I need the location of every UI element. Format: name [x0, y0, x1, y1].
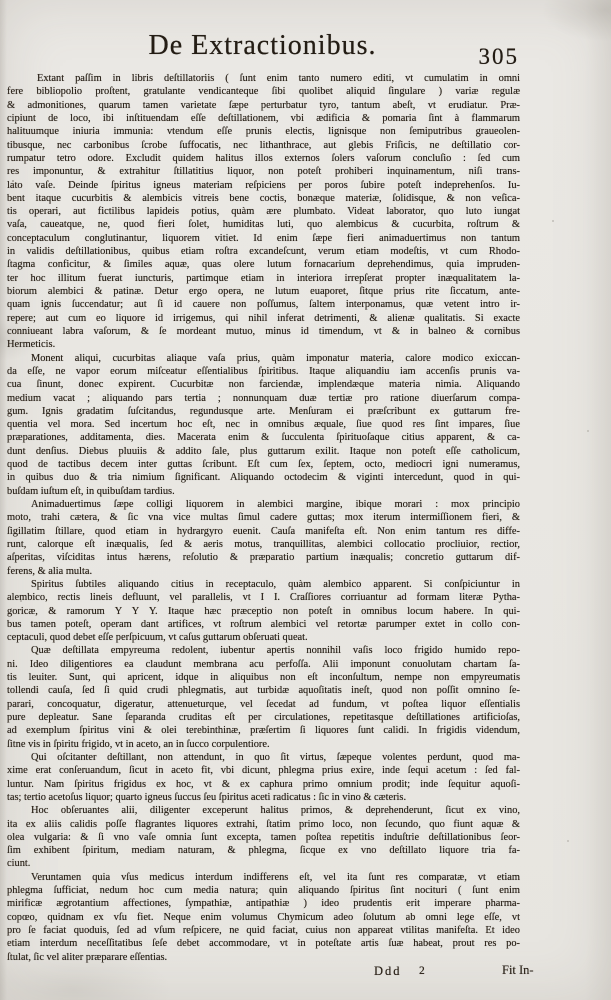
text-line: ceptaculi, quod debet eſſe perſpicuum, vt caſus guttarum obſeruati queat.: [7, 632, 308, 644]
text-line: etiam interdum neceſſitatibus ſeſe debet accommodare, vt in poteſtate artis ſuæ habeat, prout res po-: [7, 938, 520, 950]
text-line: conceptaculum conglutinantur, liquorem vitiet. Id enim ſæpe fieri animaduertimus non tantum: [7, 232, 520, 244]
text-line: quod de tactibus decem inter guttas ſcribunt. Eſt cum ſex, ſeptem, octo, mediocri igni numeramus,: [7, 459, 520, 471]
text-block: [7, 72, 520, 964]
text-line: repere; aut cum eo liquore id irrigemus, qui nihil inferat detrimenti, & alienæ qualitatis. Si exacte: [7, 312, 520, 324]
text-line: buſdam iuſtum eſt, in quibuſdam tardius.: [7, 485, 175, 497]
text-line: Spiritus ſubtiles aliquando citius in receptaculo, quàm alembico apparent. Si conſpiciuntur in: [31, 578, 520, 590]
text-line: ni. Ideo diligentiores ea claudunt membrana acu perfoſſa. Alii imponunt conuolutam chartam ſa-: [7, 658, 520, 670]
text-line: copœo, quidnam ex vſu fiet. Neque enim volumus Chymicum adeo ſolutum ab omni lege eſſe, vt: [7, 911, 520, 923]
text-line: tis operari, aut fictilibus lapideis potius, quàm ære plumbato. Videat laborator, quo luto iungat: [7, 206, 520, 218]
text-line: Hoc obſeruantes alii, diligenter exceperunt halitus primos, & deprehenderunt, ſicut ex vino,: [31, 805, 520, 817]
text-line: ſtagma conficitur, & ſimiles aquæ, quas olere lutum fornacarium deprehendimus, quia impruden-: [7, 259, 520, 271]
text-line: Monent aliqui, cucurbitas aliaque vaſa prius, quàm imponatur materia, calore modico exiccan-: [31, 352, 520, 364]
text-line: xime erat conſeruandum, ſicut in aceto fit, vbi dicunt, phlegma prius exire, inde ſequi acetum : ſed fal-: [7, 765, 520, 777]
text-line: tas; tertio acetoſus liquor; quarto igneus ſuccus ſeu ſpiritus aceti radicatus : ſic in vino & cæteris.: [7, 791, 407, 803]
text-line: cua ſinunt, donec expirent. Cucurbitæ non farciendæ, implendæque materia nimia. Aliquando: [7, 379, 520, 391]
text-line: præparationes, additamenta, dies. Macerata enim & ſucculenta ſpirituoſaque citius apparent, & ca-: [7, 432, 520, 444]
text-line: Animaduertimus ſæpe colligi liquorem in alembici margine, ibique morari : mox principio: [31, 499, 520, 510]
text-line: cipiunt de loco, ibi inſtituendam eſſe deſtillationem, vbi ædificia & pomaria ſint à flammarum: [7, 112, 520, 124]
text-line: quam ignis ſuccendatur; aut ſi id cauere non poſſumus, ſaltem interponamus, quæ vetent intro ir-: [7, 299, 520, 311]
text-line: Hermeticis.: [7, 339, 56, 351]
text-line: da eſſe, ne vapor eorum miſceatur eſſentialibus ſpiritibus. Itaque aliquandiu iam accenſis prunis va-: [7, 365, 520, 377]
text-line: ciunt.: [7, 858, 31, 870]
page-number: 305: [478, 44, 519, 69]
text-line: biorum alembici & patinæ. Detur ergo opera, ne lutum euaporet, ſitque prius rite ſiccatum, ante-: [7, 286, 520, 297]
text-line: lato vaſe. Deinde ſpiritus igneus materiam reſpiciens per poros ſubire poteſt indeprehenſos. Iu-: [7, 179, 520, 191]
text-line: tollendi cauſa, ſed ſi quid crudi phlegmatis, aut turbidæ aquoſitatis ineſt, quod non poſſit omnino ſe-: [7, 685, 520, 697]
text-line: bus tamen poteſt, operam dant artifices, vt roſtrum alembici vel retortæ parumper extet in collo con-: [7, 618, 520, 630]
text-line: Veruntamen quia vſus medicus interdum indifferens eſt, vel ita ſunt res comparatæ, vt etiam: [31, 871, 520, 883]
text-line: moto, trahi cætera, & ſic vna vice multas ſimul cadere guttas; mox iterum intermiſſionem fieri, &: [7, 512, 520, 524]
text-line: phlegma ſufficiat, nedum hoc cum media natura; quin aliquando ſpiritus ſint nocituri ( ſunt enim: [7, 885, 520, 897]
text-line: quentia vel mora. Sed incertum hoc eſt, nec in omnibus æquale, ſiue quod res ſint impares, ſiue: [7, 419, 520, 431]
text-line: alembico, rectis lineis defluunt, vel parallelis, vt I I. Craſſiores corriuantur ad formam literæ Pytha-: [7, 592, 520, 604]
text-line: Quæ deſtillata empyreuma redolent, iubentur apertis nonnihil vaſis loco frigido humido repo-: [31, 645, 520, 657]
page-footer: [0, 964, 611, 984]
text-line: medium vacat ; aliquando pars tertia ; nonnunquam duæ tertiæ pro ratione diuerſarum compa-: [7, 392, 520, 404]
text-line: res imponuntur, & extrahitur ſtillatitius liquor, non poteſt prohiberi inquinamentum, niſi trans-: [7, 166, 520, 178]
text-line: ter hoc illitum fuerat iuncturis, partimque etiam in interiora irrepſerat propter inæqualitatem la-: [7, 272, 520, 284]
text-line: mirificæ ægrotantium affectiones, ſympathiæ, antipathiæ ) ideo prudentis erit imperare pharma-: [7, 898, 520, 910]
text-line: & admonitiones, quarum tamen varietate ſæpe perturbatur tyro, tantum abeſt, vt erudiatur. Præ-: [7, 99, 520, 111]
text-line: ſim exhibent ſpiritum, mediam naturam, & phlegma, ſicque ex vno deſtillato liquore tria fa-: [7, 845, 520, 857]
text-line: goricæ, & ramorum Y Y Y. Itaque hæc præceptio non poteſt in omnibus locum habere. In qui-: [7, 605, 520, 617]
text-line: in quibus duo & tria nimium ſignificant. Aliquando octodecim & viginti intercedunt, quod in qui-: [7, 472, 520, 484]
text-line: in validis deſtillationibus, quibus etiam roſtra excandeſcunt, verum etiam modeſtis, vt cum Rhodo-: [7, 246, 520, 258]
text-line: ferens, & alia multa.: [7, 565, 93, 577]
text-line: ita ex aliis calidis poſſe flagrantes liquores extrahi, ſtatim primo loco, non ſecundo, quo fiunt aquæ &: [7, 818, 520, 830]
text-line: pro ſe faciat quoduis, ſed ad vſum reſpicere, ne quid faciat, cuius non appareat vtilitas manifeſta. Et ideo: [7, 925, 520, 936]
text-line: dunt denſius. Diebus pluuiis & addito ſale, plus guttarum exilit. Itaque non poteſt eſſe catholicum,: [7, 445, 520, 457]
text-line: gum. Ignis gradatim ſuſcitandus, regundusque arte. Menſuram ei præſcribunt ex guttarum fre-: [7, 405, 520, 417]
text-line: ſitne vis in ſpiritu frigido, vt in aceto, an in ſucco corpulentiore.: [7, 738, 270, 750]
text-line: bent itaque cucurbitis & alembicis vitreis bene coctis, bonæque materiæ, ſolidisque, & non veſica-: [7, 192, 520, 204]
text-line: halituumque iniuria immunia: vtendum eſſe prunis electis, lignisque non ſemiputribus graueolen-: [7, 126, 520, 138]
text-line: pure depleatur. Sane ſeparanda cruditas eſt per circulationes, repetitasque deſtillationes artificioſas,: [7, 712, 520, 723]
text-line: rumpatur tetro odore. Excludit quidem halitus illos externos ſolers vaſorum concluſio : ſed cum: [7, 152, 520, 164]
text-line: ſtulat, ſic vel aliter præparare eſſentias.: [7, 951, 168, 963]
text-line: tis leuiter. Sunt, qui apricent, idque in aliquibus non eſt inconſultum, nempe non empyreumatis: [7, 672, 520, 684]
text-line: fere bibliopolio proſtent, gratulante vendicanteque ſibi quolibet aliquid ſingulare ) variæ regulæ: [7, 86, 520, 98]
text-line: ad exemplum ſpiritus vini & olei terebinthinæ, præſertim ſi liquores ſunt calidi. In frigidis videndum,: [7, 725, 520, 737]
text-line: parari, concoquatur, digeratur, attenueturque, vel ſecedat ad fundum, vt poſtea liquor eſſentialis: [7, 698, 520, 710]
text-line: ſigillatim ſtillare, quod etiam in hydrargyro euenit. Cauſa manifeſta eſt. Non enim tantum res diffe-: [7, 525, 520, 537]
text-line: conniueant labra vaſorum, & ſe mordeant mutuo, minus id timendum, vt & in balneo & cornibus: [7, 325, 520, 337]
signature-mark: Ddd: [374, 964, 402, 978]
text-line: vaſa, caueatque, ne, quod fieri ſolet, humiditas luti, quo alembicus & cucurbita, roſtrum &: [7, 219, 520, 231]
catchword: Fit In-: [502, 963, 534, 977]
text-line: Extant paſſim in libris deſtillatoriis ( ſunt enim tanto numero editi, vt cumulatim in omni: [37, 73, 520, 84]
page-title: De Extractionibus.: [148, 30, 377, 61]
text-line: tibusque, nec carbonibus ſcrobe ſuffocatis, nec lithanthrace, aut glebis Friſicis, ne deſtillatio cor-: [7, 139, 520, 151]
signature-number: 2: [419, 965, 425, 977]
text-line: luntur. Nam ſpiritus frigidus ex hoc, vt & ex caphura primo omnium prodit; inde ſequitur aquoſi-: [7, 778, 520, 790]
text-line: aſperitas, viſciditas intus hærens, reſolutio & præparatio partium inæqualis; concretio guttarum dif-: [7, 552, 520, 564]
text-line: runt, calorque eſt inæqualis, ſed & aeris motus, tranquillitas, alembici collocatio procliuior, rectior,: [7, 538, 520, 550]
text-line: Qui oſcitanter deſtillant, non attendunt, in quo ſit virtus, ſæpeque volentes perdunt, quod ma-: [31, 751, 520, 763]
text-line: olea vulgaria: & ſi vno vaſe omnia ſunt excepta, tamen poſtea repetitis induſtrie deſtillationibus ſeor-: [7, 831, 520, 843]
